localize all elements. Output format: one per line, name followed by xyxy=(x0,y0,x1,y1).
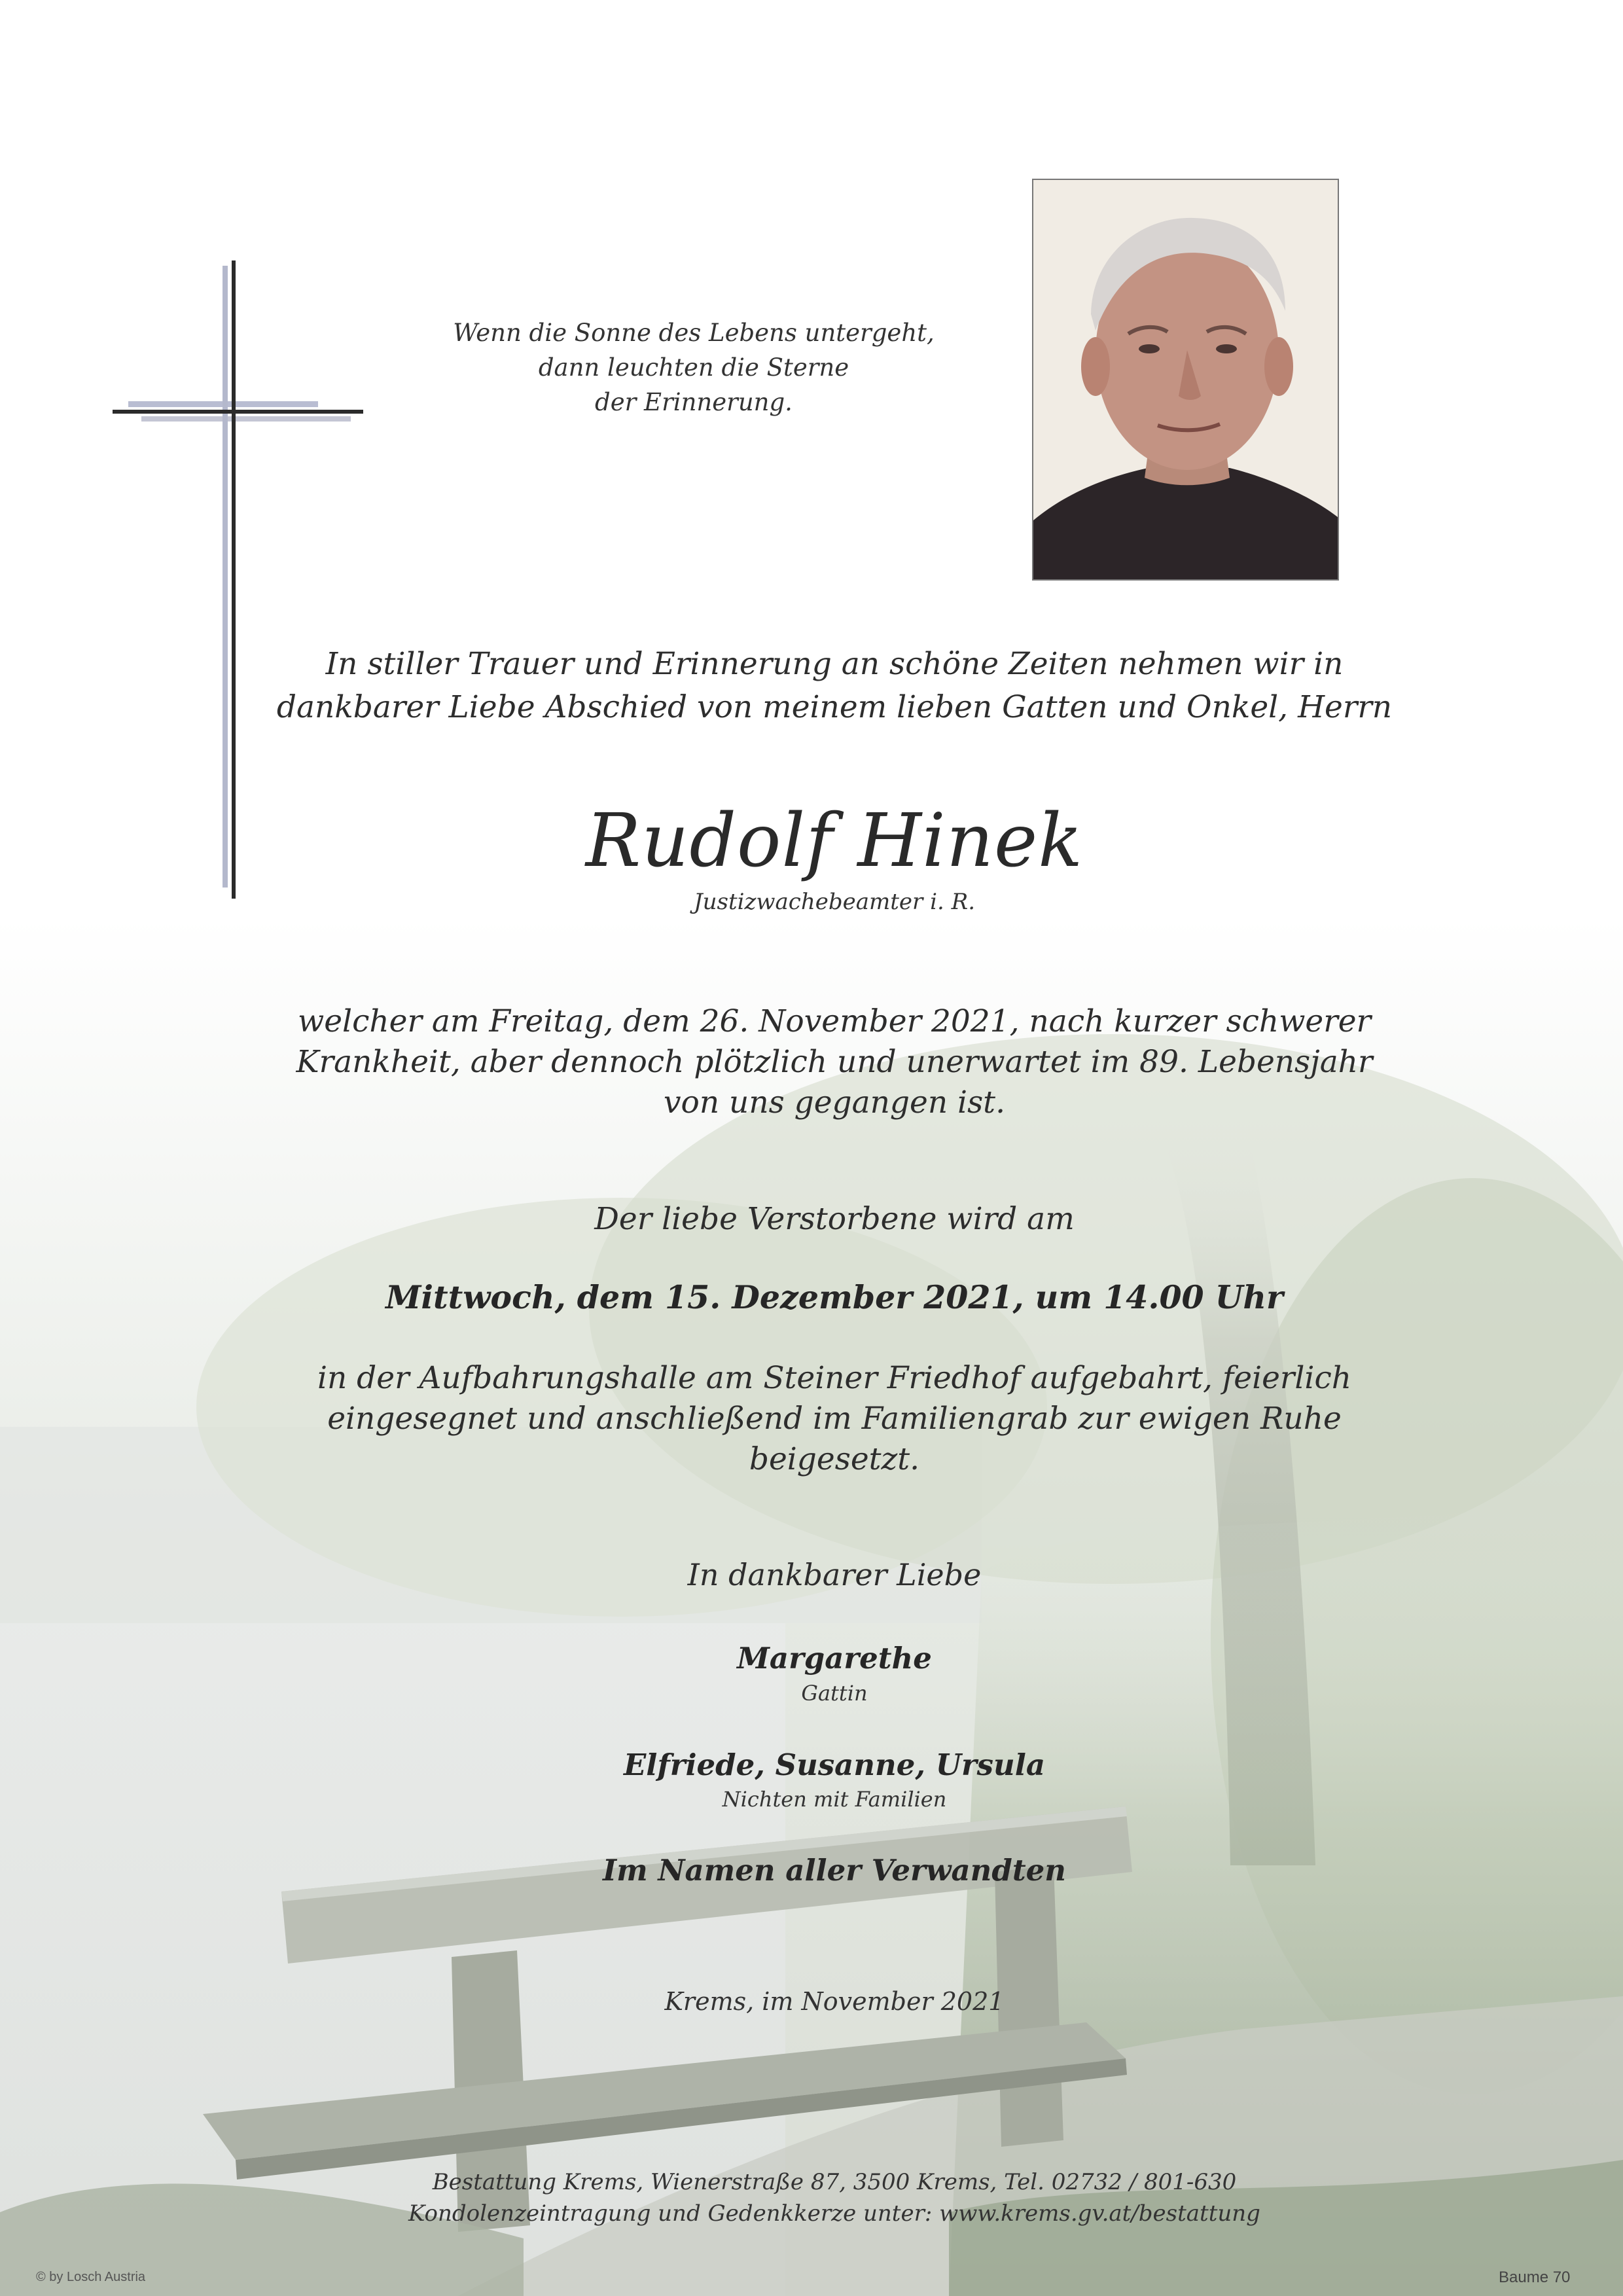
motto-line: Wenn die Sonne des Lebens untergeht, xyxy=(453,319,935,347)
deceased-name: Rudolf Hinek xyxy=(585,798,1084,884)
nieces-relation: Nichten mit Familien xyxy=(722,1787,947,1812)
funeral-date: Mittwoch, dem 15. Dezember 2021, um 14.00 Uhr xyxy=(385,1278,1283,1316)
intro-line: In stiller Trauer und Erinnerung an schöne Zeiten nehmen wir in xyxy=(325,646,1344,682)
intro-text xyxy=(262,643,1407,729)
funeral-line: beigesetzt. xyxy=(749,1441,920,1477)
death-line: Krankheit, aber dennoch plötzlich und unerwartet im 89. Lebensjahr xyxy=(296,1044,1373,1080)
mourners-intro: In dankbarer Liebe xyxy=(687,1557,982,1592)
motto-line: der Erinnerung. xyxy=(595,388,793,416)
footer-line: Bestattung Krems, Wienerstraße 87, 3500 Krems, Tel. 02732 / 801-630 xyxy=(432,2169,1237,2195)
deceased-title: Justizwachebeamter i. R. xyxy=(694,889,975,915)
portrait-illustration xyxy=(1033,180,1338,579)
spouse-relation: Gattin xyxy=(801,1681,868,1706)
cross-icon xyxy=(110,260,365,903)
funeral-lead: Der liebe Verstorbene wird am xyxy=(594,1201,1075,1237)
footer-line: Kondolenzeintragung und Gedenkkerze unter: www.krems.gv.at/bestattung xyxy=(408,2200,1260,2227)
funeral-home-footer xyxy=(281,2166,1387,2229)
place-date: Krems, im November 2021 xyxy=(664,1987,1005,2016)
funeral-line: in der Aufbahrungshalle am Steiner Friedhof aufgebahrt, feierlich xyxy=(317,1360,1352,1396)
funeral-line: eingesegnet und anschließend im Familiengrab zur ewigen Ruhe xyxy=(327,1401,1342,1437)
funeral-details xyxy=(288,1358,1381,1480)
death-notice xyxy=(275,1001,1394,1123)
nieces-names: Elfriede, Susanne, Ursula xyxy=(624,1748,1045,1782)
relatives-line: Im Namen aller Verwandten xyxy=(603,1853,1066,1888)
copyright-credit: © by Losch Austria xyxy=(36,2270,146,2284)
motto-verse xyxy=(419,315,969,420)
portrait-photo xyxy=(1032,179,1339,581)
motto-line: dann leuchten die Sterne xyxy=(538,353,849,382)
template-code: Baume 70 xyxy=(1499,2269,1571,2286)
intro-line: dankbarer Liebe Abschied von meinem lieben Gatten und Onkel, Herrn xyxy=(276,689,1393,725)
death-line: von uns gegangen ist. xyxy=(663,1085,1006,1121)
spouse-name: Margarethe xyxy=(737,1641,932,1676)
death-line: welcher am Freitag, dem 26. November 2021, nach kurzer schwerer xyxy=(298,1003,1371,1039)
